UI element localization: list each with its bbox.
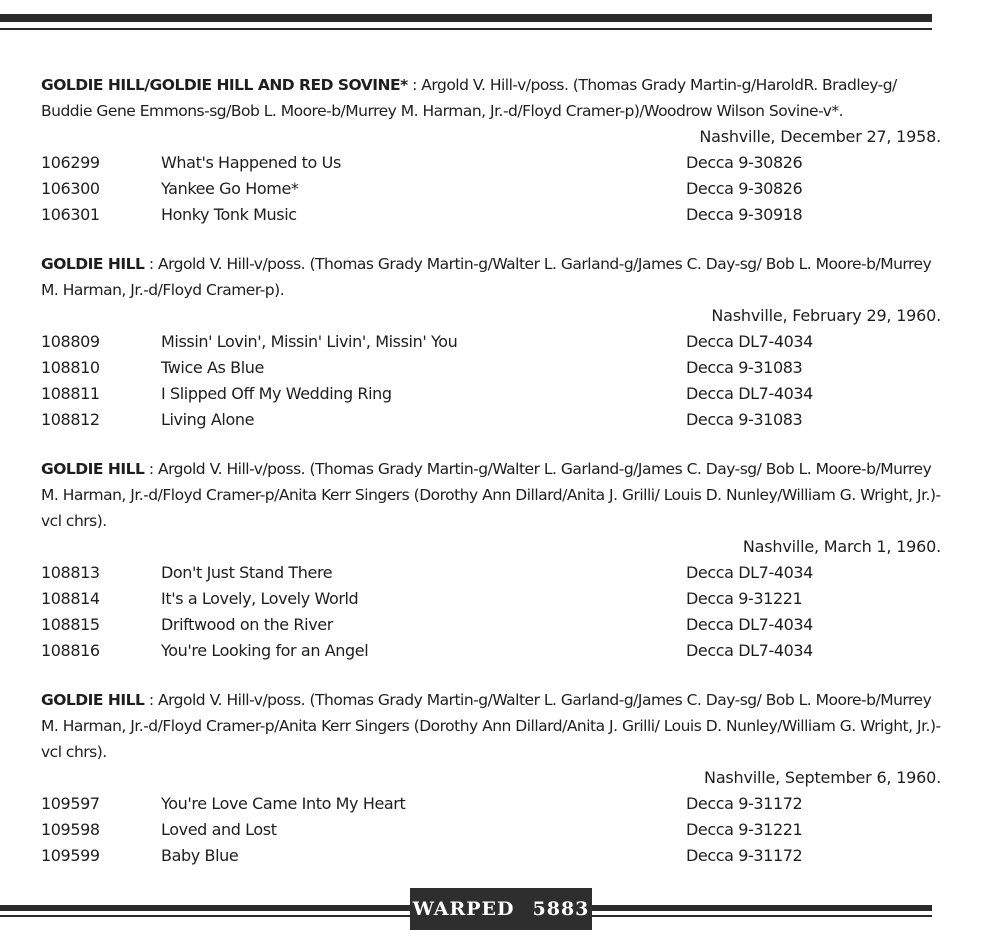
discography-content: [41, 72, 941, 892]
personnel-text: : Argold V. Hill-v/poss. (Thomas Grady Martin-g/Walter L. Garland-g/James C. Day-sg/ Bob L. Moore-b/Murrey M. Harman, Jr.-d/Floyd Cramer-p/Anita Kerr Singers (Dorothy Ann Dillard/Anita J. Grilli/ Louis D. Nunley/William G. Wright, Jr.)-vcl chrs).: [41, 691, 941, 761]
track-row: [41, 560, 941, 586]
release-number: Decca 9-31083: [686, 410, 803, 429]
matrix-number: 108810: [41, 358, 100, 377]
release-number: Decca DL7-4034: [686, 384, 813, 403]
release-number: Decca 9-31172: [686, 794, 803, 813]
matrix-number: 106301: [41, 205, 100, 224]
matrix-number: 108811: [41, 384, 100, 403]
track-title: Loved and Lost: [161, 820, 277, 839]
matrix-number: 106299: [41, 153, 100, 172]
session-block: [41, 456, 941, 664]
session-header: [41, 72, 941, 124]
personnel-text: : Argold V. Hill-v/poss. (Thomas Grady Martin-g/Walter L. Garland-g/James C. Day-sg/ Bob L. Moore-b/Murrey M. Harman, Jr.-d/Floyd Cramer-p/Anita Kerr Singers (Dorothy Ann Dillard/Anita J. Grilli/ Louis D. Nunley/William G. Wright, Jr.)-vcl chrs).: [41, 460, 941, 530]
release-number: Decca 9-30826: [686, 179, 803, 198]
personnel-text: : Argold V. Hill-v/poss. (Thomas Grady Martin-g/Walter L. Garland-g/James C. Day-sg/ Bob L. Moore-b/Murrey M. Harman, Jr.-d/Floyd Cramer-p).: [41, 255, 932, 299]
matrix-number: 108814: [41, 589, 100, 608]
session-header: [41, 687, 941, 765]
track-title: Yankee Go Home*: [161, 179, 299, 198]
track-title: Baby Blue: [161, 846, 239, 865]
footer-label-box: [410, 888, 592, 930]
session-place-date: Nashville, December 27, 1958.: [699, 127, 941, 146]
track-row: [41, 150, 941, 176]
release-number: Decca 9-31083: [686, 358, 803, 377]
track-row: [41, 843, 941, 869]
top-rule-thin: [0, 28, 932, 30]
top-rule-thick: [0, 14, 932, 22]
release-number: Decca DL7-4034: [686, 563, 813, 582]
page-number: 5883: [532, 898, 590, 920]
track-title: I Slipped Off My Wedding Ring: [161, 384, 392, 403]
track-row: [41, 407, 941, 433]
release-number: Decca 9-30918: [686, 205, 803, 224]
release-number: Decca 9-31221: [686, 589, 803, 608]
session-header: [41, 251, 941, 303]
footer-label: WARPED: [412, 898, 515, 920]
matrix-number: 109599: [41, 846, 100, 865]
track-title: You're Love Came Into My Heart: [161, 794, 406, 813]
track-row: [41, 329, 941, 355]
release-number: Decca 9-31172: [686, 846, 803, 865]
matrix-number: 108809: [41, 332, 100, 351]
matrix-number: 108813: [41, 563, 100, 582]
track-title: It's a Lovely, Lovely World: [161, 589, 359, 608]
track-title: Twice As Blue: [161, 358, 264, 377]
artist-name: GOLDIE HILL: [41, 691, 145, 709]
release-number: Decca DL7-4034: [686, 615, 813, 634]
track-row: [41, 586, 941, 612]
artist-name: GOLDIE HILL: [41, 460, 145, 478]
matrix-number: 109598: [41, 820, 100, 839]
session-block: [41, 687, 941, 869]
session-place-date: Nashville, September 6, 1960.: [704, 768, 941, 787]
track-row: [41, 355, 941, 381]
track-title: Missin' Lovin', Missin' Livin', Missin' You: [161, 332, 458, 351]
session-place-date: Nashville, March 1, 1960.: [742, 537, 941, 556]
track-title: You're Looking for an Angel: [161, 641, 369, 660]
matrix-number: 108812: [41, 410, 100, 429]
release-number: Decca DL7-4034: [686, 641, 813, 660]
artist-name: GOLDIE HILL: [41, 255, 145, 273]
track-title: What's Happened to Us: [161, 153, 341, 172]
track-row: [41, 612, 941, 638]
track-title: Don't Just Stand There: [161, 563, 333, 582]
track-title: Driftwood on the River: [161, 615, 333, 634]
track-row: [41, 176, 941, 202]
personnel-text: : Argold V. Hill-v/poss. (Thomas Grady Martin-g/HaroldR. Bradley-g/ Buddie Gene Emmons-sg/Bob L. Moore-b/Murrey M. Harman, Jr.-d/Floyd Cramer-p)/Woodrow Wilson Sovine-v*.: [41, 76, 897, 120]
session-block: [41, 72, 941, 228]
session-place-date: Nashville, February 29, 1960.: [711, 306, 941, 325]
track-row: [41, 817, 941, 843]
release-number: Decca DL7-4034: [686, 332, 813, 351]
track-row: [41, 381, 941, 407]
track-row: [41, 638, 941, 664]
track-row: [41, 202, 941, 228]
track-title: Living Alone: [161, 410, 255, 429]
track-row: [41, 791, 941, 817]
release-number: Decca 9-30826: [686, 153, 803, 172]
track-title: Honky Tonk Music: [161, 205, 297, 224]
artist-name: GOLDIE HILL/GOLDIE HILL AND RED SOVINE*: [41, 76, 408, 94]
session-block: [41, 251, 941, 433]
matrix-number: 108816: [41, 641, 100, 660]
matrix-number: 106300: [41, 179, 100, 198]
matrix-number: 108815: [41, 615, 100, 634]
session-header: [41, 456, 941, 534]
release-number: Decca 9-31221: [686, 820, 803, 839]
matrix-number: 109597: [41, 794, 100, 813]
